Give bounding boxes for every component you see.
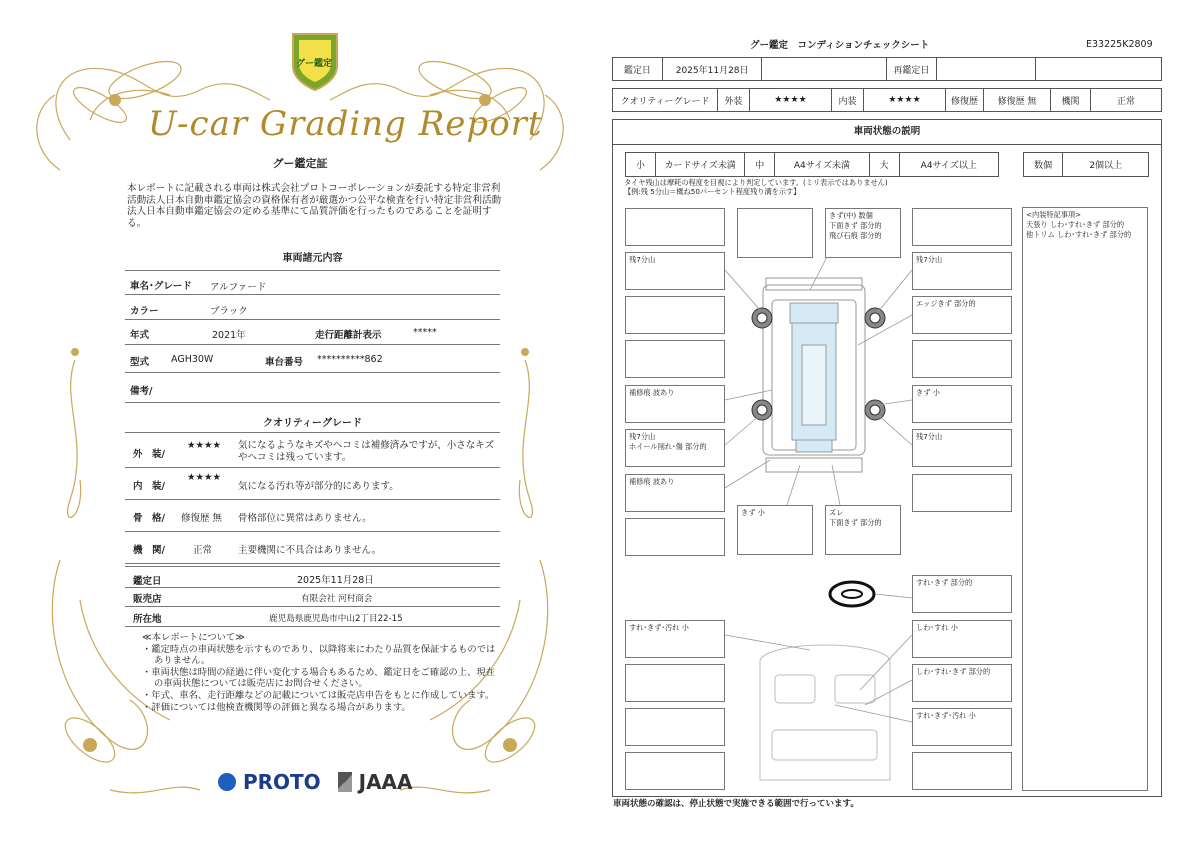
grade-row-frame [125,500,500,532]
condition-box-dash: すれ･きず･汚れ 小 [625,620,725,658]
interior-label: 内 装/ [133,481,165,492]
proto-logo: PROTO [242,770,321,794]
condition-box [912,752,1012,790]
engine-comment: 主要機関に不具合はありません。 [238,545,382,556]
condition-section-title: 車両状態の説明 [612,119,1162,145]
badge-text: グー鑑定 [296,59,333,69]
certificate-intro: 本レポートに記載される車両は株式会社プロトコーポレーションが委託する特定非営利活動法人日本自動車鑑定協会の資格保有者が厳選かつ公平な検査を行い特定非営利活動法人日本自動車鑑定協会の定める基準にて品質評価を行ったものであることを証明する。 [127,183,502,229]
info-row-dealer [125,588,500,607]
spec-row-remarks [125,373,500,403]
condition-box-right-front-tire: 残7分山 [912,252,1012,290]
condition-box-rear-seat: すれ･きず･汚れ 小 [912,708,1012,746]
condition-box-left-door: 補修痕 波あり [625,385,725,423]
address-value: 鹿児島県鹿児島市中山2丁目22-15 [269,614,403,624]
ext-value: ★★★★ [750,89,832,111]
count-label: 数個 [1024,153,1063,176]
repair-value: 修復歴 無 [984,89,1051,111]
grade-row-interior [125,468,500,500]
interior-notes-box [1022,207,1148,791]
report-notes [142,632,502,713]
year-value: 2021年 [212,330,246,341]
condition-check-sheet [600,0,1200,848]
repair-label: 修復歴 [946,89,984,111]
address-label: 所在地 [133,614,162,625]
condition-box-rear-bumper: きず 小 [737,505,813,555]
tire-legend-line1: タイヤ残山は摩耗の程度を目視により判定しています。(ミリ表示ではありません) [624,178,888,187]
frame-label: 骨 格/ [133,513,165,524]
engine-value: 正常 [193,545,213,556]
date-value: 2025年11月28日 [663,58,763,80]
exterior-label: 外 装/ [133,449,165,460]
size-mid: 中 [745,153,775,176]
interior-stars: ★★★★ [187,472,222,483]
spec-section-title: 車両諸元内容 [282,253,343,264]
condition-box-roof: きず(中) 数個 下面きず 部分的 飛び石痕 部分的 [825,208,901,258]
script-title: U-car Grading Report [148,104,543,144]
year-label: 年式 [130,330,150,341]
size-large: 大 [870,153,900,176]
count-desc: 2個以上 [1089,161,1123,171]
condition-box-right-rear-tire: 残7分山 [912,429,1012,467]
engine-label: 機関 [1051,89,1091,111]
grade-row-engine [125,532,500,564]
int-label: 内装 [832,89,864,111]
note-item: ・車両状態は時間の経過に伴い変化する場合もあるため、鑑定日をご確認の上、現在の車両状態については販売店にお問合せください。 [142,666,495,690]
condition-box-rear-hatch: ズレ 下面きず 部分的 [825,505,901,555]
mileage-value: ***** [413,327,437,338]
engine-value: 正常 [1116,96,1135,107]
grade-section-title: クオリティーグレード [263,418,362,429]
spec-row-name [125,270,500,295]
condition-box [625,752,725,790]
info-row-address [125,607,500,627]
color-value: ブラック [210,306,248,317]
name-label: 車名･グレード [130,281,192,292]
int-value: ★★★★ [864,89,946,111]
condition-box-left-front-tire: 残7分山 [625,252,725,290]
condition-box-console: しわ･すれ･きず 部分的 [912,664,1012,702]
frame-comment: 骨格部位に異常はありません。 [238,513,372,524]
size-small-desc: カードサイズ未満 [656,153,746,176]
certificate-title: グー鑑定証 [272,157,328,170]
model-value: AGH30W [171,354,214,365]
color-label: カラー [130,306,159,317]
sheet-title: グー鑑定 コンディションチェックシート [750,40,930,51]
condition-box [625,518,725,556]
interior-comment: 気になる汚れ等が部分的にあります。 [238,481,399,492]
logos [218,770,413,794]
model-label: 型式 [130,357,150,368]
grade-label: クオリティーグレード [613,89,718,111]
sheet-code: E33225K2809 [1086,39,1153,50]
interior-note-line: 他トリム しわ･すれ･きず 部分的 [1026,230,1132,239]
chassis-value: **********862 [317,354,383,365]
condition-box [625,296,725,334]
size-small: 小 [626,153,656,176]
proto-logo-icon [218,773,236,791]
spec-row-color [125,295,500,320]
condition-box [625,208,725,246]
note-item: ・評価については他検査機関等の評価と異なる場合があります。 [142,701,411,713]
condition-box-front-seat: しわ･すれ 小 [912,620,1012,658]
condition-box [912,340,1012,378]
ext-label: 外装 [718,89,750,111]
note-item: ・鑑定時点の車両状態を示すものであり、以降将来にわたり品質を保証するものではありません。 [142,643,496,667]
date-label: 鑑定日 [613,58,663,80]
sheet-footer: 車両状態の確認は、停止状態で実施できる範囲で行っています。 [613,799,859,809]
dealer-value: 有限会社 河村商会 [301,594,373,604]
condition-box [625,340,725,378]
engine-label: 機 関/ [133,545,165,556]
spec-row-model [125,345,500,373]
notes-title: ≪本レポートについて≫ [142,632,245,643]
grade-row-exterior [125,432,500,468]
condition-box-right-front: エッジきず 部分的 [912,296,1012,334]
interior-notes-title: <内装特記事項> [1026,210,1082,219]
exterior-stars: ★★★★ [187,440,222,451]
condition-box [625,708,725,746]
condition-box-left-rear-tire: 残7分山 ホイール削れ･傷 部分的 [625,429,725,467]
dealer-label: 販売店 [133,594,162,605]
name-value: アルファード [210,282,267,293]
condition-box-steering: すれ･きず 部分的 [912,575,1012,613]
redate-label: 再鑑定日 [887,58,937,80]
steering-wheel-icon [830,582,874,606]
jaaa-logo-icon [338,772,352,792]
condition-box [625,664,725,702]
condition-box [912,208,1012,246]
interior-note-line: 天張り しわ･すれ･きず 部分的 [1026,220,1125,229]
condition-box [737,208,813,258]
spec-row-year [125,320,500,345]
info-row-date [125,566,500,588]
jaaa-logo: JAAA [358,770,413,794]
tire-legend-line2: 【例:残 5分山＝概ね50パーセント程度残り溝を示す】 [624,187,801,196]
date-label: 鑑定日 [133,576,162,587]
remarks-label: 備考/ [130,386,153,397]
mileage-label: 走行距離計表示 [315,330,382,341]
condition-box-right-door: きず 小 [912,385,1012,423]
condition-box [912,474,1012,512]
size-mid-desc: A4サイズ未満 [775,153,869,176]
date-value: 2025年11月28日 [297,575,374,586]
note-item: ・年式、車名、走行距離などの記載については販売店申告をもとに作成しています。 [142,689,495,701]
chassis-label: 車台番号 [265,357,304,368]
frame-value: 修復歴 無 [181,513,223,524]
exterior-comment: 気になるようなキズやヘコミは補修済みですが、小さなキズやヘコミは残っています。 [238,440,495,463]
condition-box-left-rear: 補修痕 波あり [625,474,725,512]
size-large-desc: A4サイズ以上 [920,161,977,171]
